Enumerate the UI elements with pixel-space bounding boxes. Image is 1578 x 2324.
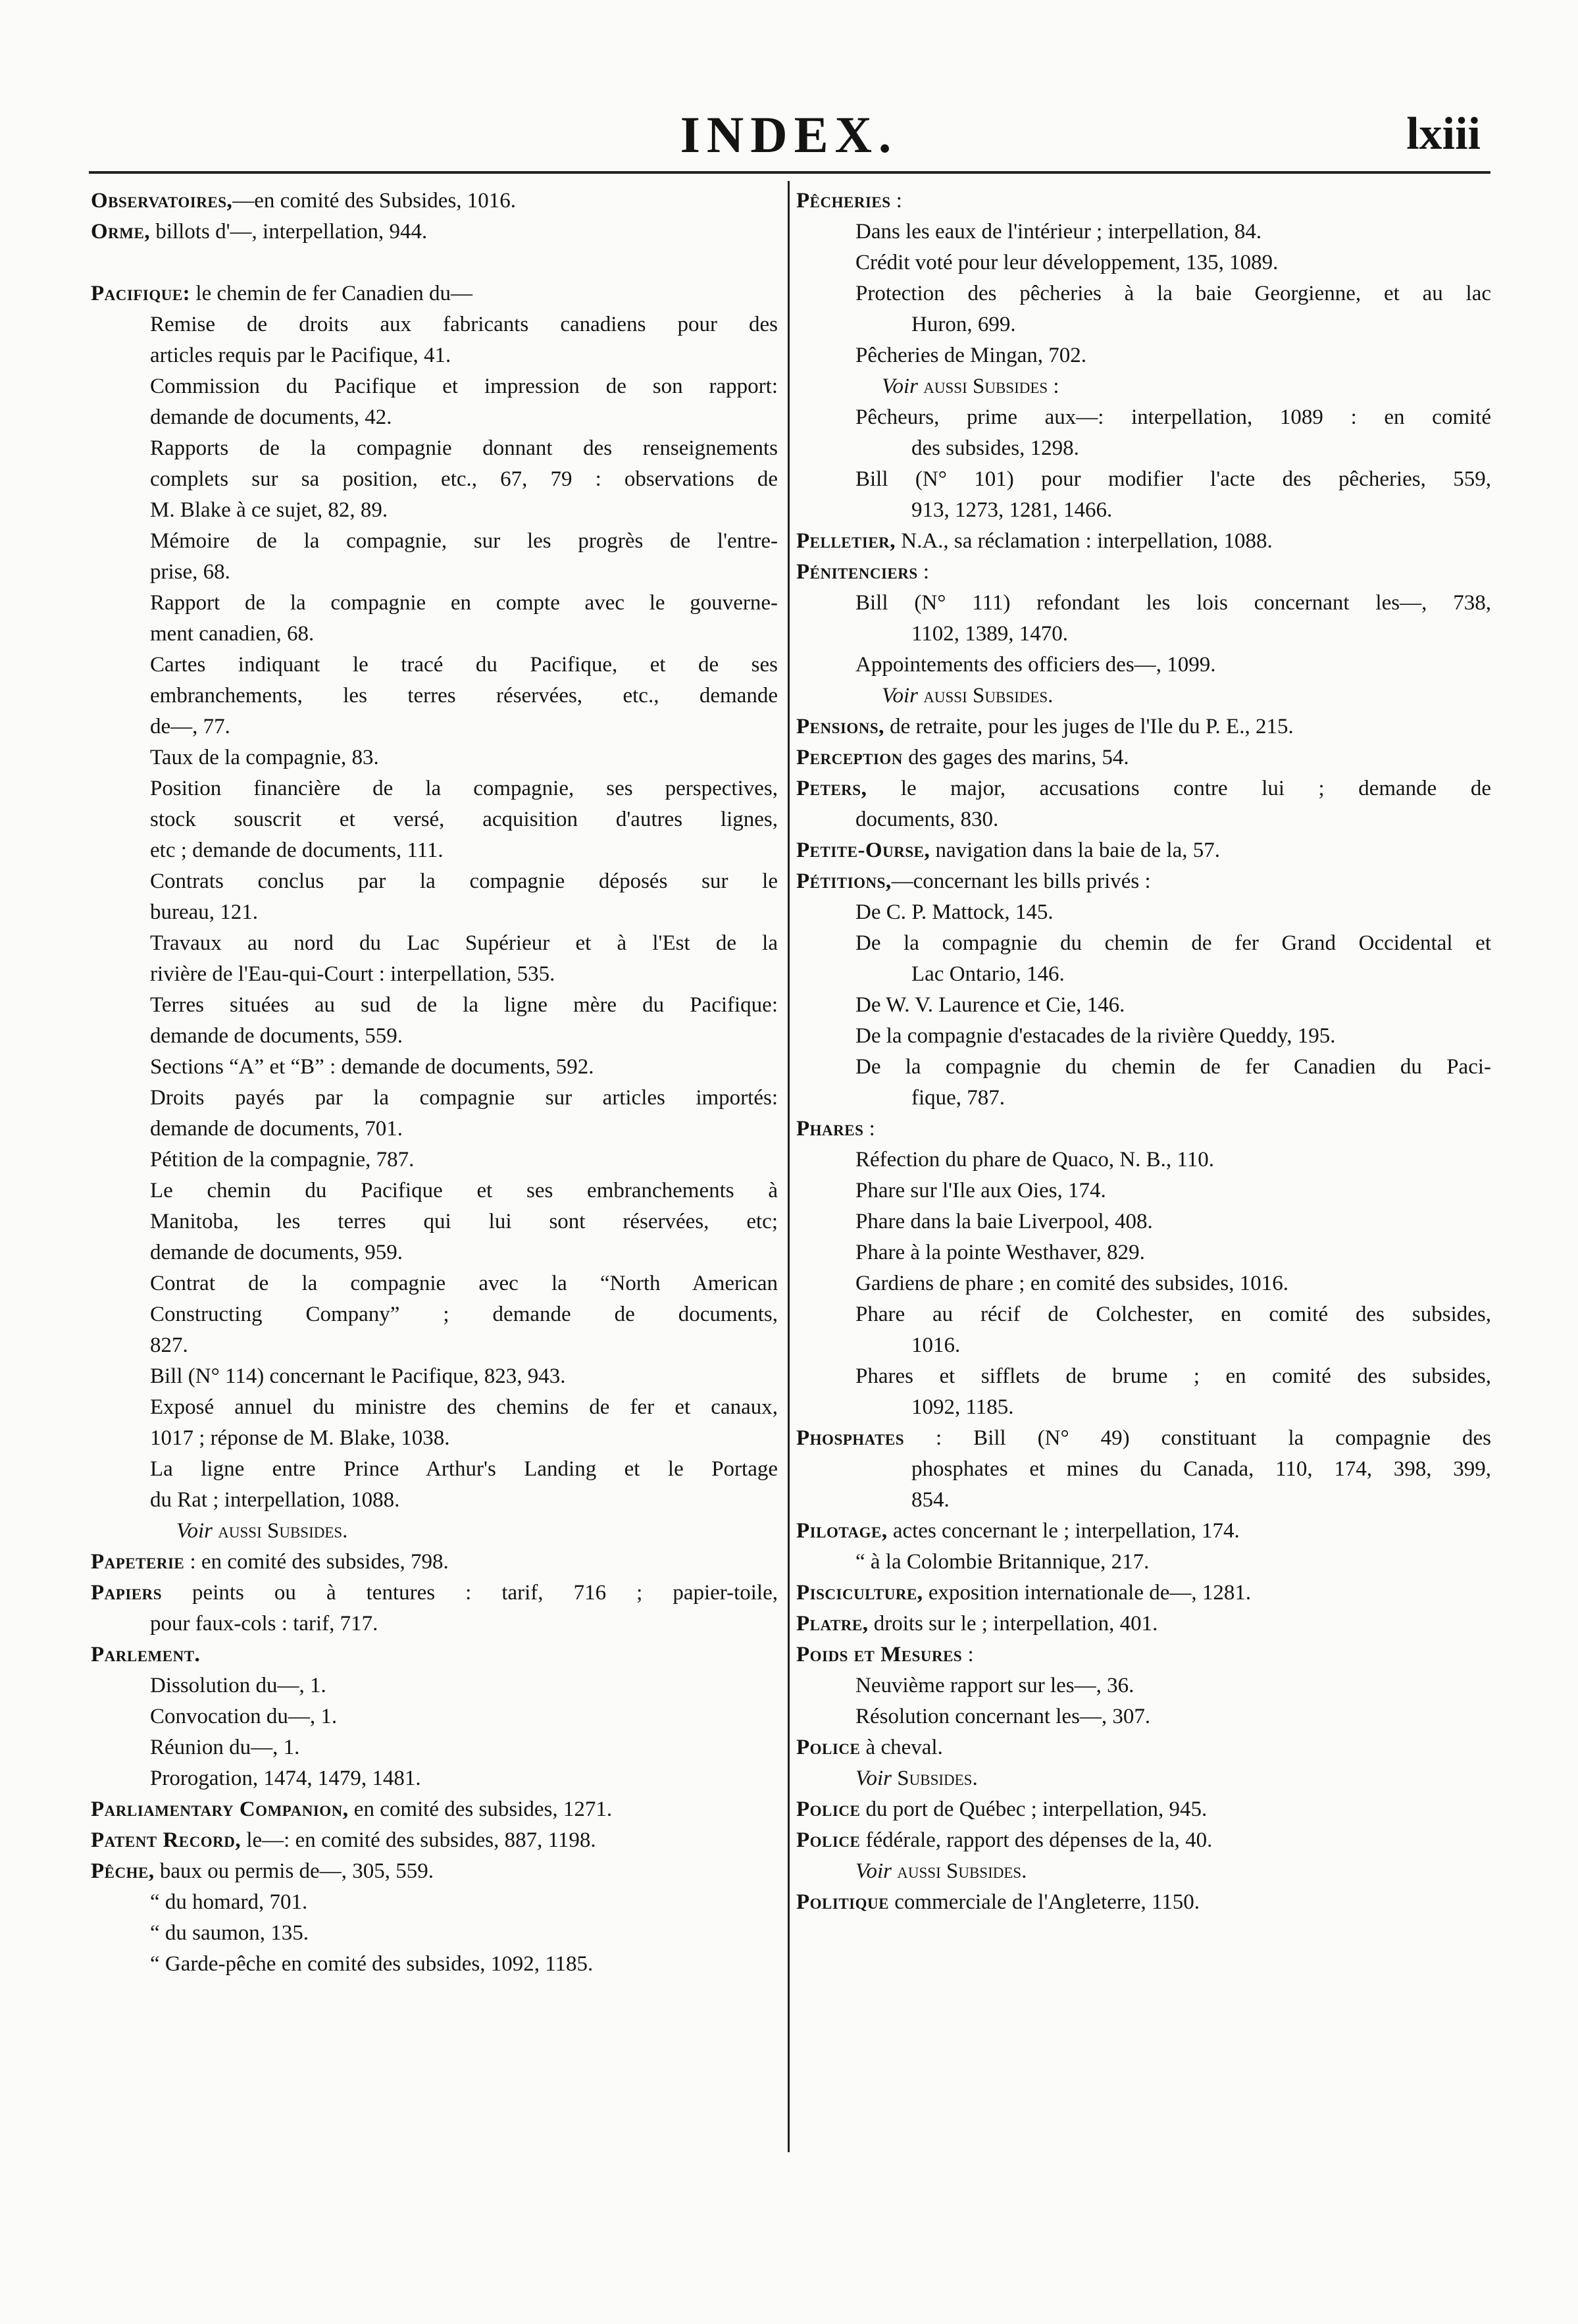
index-subentry — [796, 1454, 1491, 1485]
index-subentry — [91, 1175, 778, 1206]
index-subentry — [91, 1701, 778, 1732]
index-subentry — [91, 650, 778, 681]
index-subentry — [796, 1237, 1491, 1268]
entry-text: le major, accusations contre lui ; demande de — [867, 777, 1491, 800]
index-subentry — [796, 1175, 1491, 1206]
entry-text: Mémoire de la compagnie, sur les progrès de l'entre- — [150, 529, 778, 553]
index-entry — [91, 186, 778, 217]
index-subentry — [796, 1392, 1491, 1423]
index-entry — [91, 278, 778, 309]
index-subentry — [796, 1701, 1491, 1732]
entry-heading: Pêcheries — [796, 189, 891, 213]
entry-text: Contrats conclus par la compagnie déposés sur le — [150, 869, 778, 893]
entry-text: Neuvième rapport sur les—, 36. — [855, 1674, 1134, 1697]
entry-text: Sections “A” et “B” : demande de documents, 592. — [150, 1055, 594, 1079]
index-subentry — [796, 1547, 1491, 1578]
index-subentry — [796, 959, 1491, 990]
left-column — [91, 186, 778, 1980]
page-title: INDEX. — [680, 106, 898, 163]
entry-heading: Petite-Ourse, — [796, 839, 930, 862]
entry-text: —concernant les bills privés : — [891, 869, 1151, 893]
index-subentry — [796, 681, 1491, 711]
index-subentry — [796, 1763, 1491, 1794]
index-subentry — [796, 1299, 1491, 1330]
cross-reference: aussi Subsides. — [918, 684, 1054, 708]
entry-text: des subsides, 1298. — [911, 436, 1079, 460]
index-subentry — [796, 1856, 1491, 1887]
entry-text: Le chemin du Pacifique et ses embranchements à — [150, 1179, 778, 1202]
entry-text: des gages des marins, 54. — [902, 746, 1129, 769]
entry-text: 1092, 1185. — [911, 1395, 1014, 1419]
entry-text: Cartes indiquant le tracé du Pacifique, et de ses — [150, 653, 778, 677]
index-entry — [796, 711, 1491, 742]
index-subentry — [796, 402, 1491, 433]
index-subentry — [91, 371, 778, 402]
index-entry — [796, 186, 1491, 217]
index-subentry — [91, 557, 778, 588]
entry-text: 854. — [911, 1488, 950, 1512]
entry-heading: Police — [796, 1797, 861, 1821]
entry-text: Phare dans la baie Liverpool, 408. — [855, 1210, 1153, 1233]
entry-text: “ Garde-pêche en comité des subsides, 1092, 1185. — [150, 1952, 594, 1976]
entry-heading: Patent Record, — [91, 1828, 242, 1852]
index-subentry — [796, 1330, 1491, 1361]
entry-text: De la compagnie d'estacades de la rivière Queddy, 195. — [855, 1024, 1336, 1048]
entry-text: Commission du Pacifique et impression de son rapport: — [150, 374, 778, 398]
index-subentry — [91, 1423, 778, 1454]
index-entry — [91, 1794, 778, 1825]
entry-text: Huron, 699. — [911, 313, 1016, 336]
entry-heading: Poids et Mesures — [796, 1643, 963, 1666]
entry-text: Pêcheurs, prime aux—: interpellation, 1089 : en comité — [855, 405, 1491, 429]
entry-text: articles requis par le Pacifique, 41. — [150, 344, 451, 367]
entry-text: Pétition de la compagnie, 787. — [150, 1148, 415, 1172]
entry-heading: Pacifique: — [91, 282, 191, 305]
entry-text: Réfection du phare de Quaco, N. B., 110. — [855, 1148, 1214, 1172]
voir-label: Voir — [882, 684, 919, 708]
index-subentry — [91, 1887, 778, 1918]
entry-text: Bill (N° 111) refondant les lois concernant les—, 738, — [855, 591, 1491, 615]
index-subentry — [91, 681, 778, 711]
entry-text: navigation dans la baie de la, 57. — [930, 839, 1221, 862]
entry-text: 1017 ; réponse de M. Blake, 1038. — [150, 1426, 450, 1450]
entry-heading: Papeterie — [91, 1550, 185, 1574]
cross-reference: aussi Subsides. — [892, 1859, 1027, 1883]
index-subentry — [91, 1083, 778, 1114]
entry-heading: Pelletier, — [796, 529, 896, 553]
page-number: lxiii — [1406, 109, 1481, 159]
index-subentry — [91, 588, 778, 619]
entry-text: Gardiens de phare ; en comité des subsides, 1016. — [855, 1272, 1289, 1295]
entry-heading: Politique — [796, 1890, 889, 1914]
index-subentry — [91, 526, 778, 557]
page-header — [0, 99, 1578, 171]
entry-text: M. Blake à ce sujet, 82, 89. — [150, 498, 388, 522]
index-subentry — [91, 340, 778, 371]
entry-text: rivière de l'Eau-qui-Court : interpellation, 535. — [150, 962, 555, 986]
index-entry — [796, 835, 1491, 866]
index-subentry — [796, 340, 1491, 371]
entry-text: : — [917, 560, 930, 584]
index-entry — [796, 773, 1491, 804]
entry-text: La ligne entre Prince Arthur's Landing et le Portage — [150, 1457, 778, 1481]
entry-heading: Pénitenciers — [796, 560, 918, 584]
entry-text: Dissolution du—, 1. — [150, 1674, 326, 1697]
index-subentry — [796, 1485, 1491, 1516]
entry-text: Travaux au nord du Lac Supérieur et à l'Est de la — [150, 931, 778, 955]
entry-text: Lac Ontario, 146. — [911, 962, 1065, 986]
entry-text: Bill (N° 114) concernant le Pacifique, 823, 943. — [150, 1364, 566, 1388]
entry-text: 827. — [150, 1333, 188, 1357]
entry-heading: Pisciculture, — [796, 1581, 923, 1605]
entry-heading: Orme, — [91, 220, 151, 244]
entry-text: pour faux-cols : tarif, 717. — [150, 1612, 378, 1636]
entry-text: exposition internationale de—, 1281. — [923, 1581, 1252, 1605]
entry-text: Rapport de la compagnie en compte avec le gouverne- — [150, 591, 778, 615]
index-subentry — [91, 1237, 778, 1268]
index-entry — [91, 1640, 778, 1670]
column-divider — [788, 181, 790, 2152]
index-subentry — [796, 1361, 1491, 1392]
entry-text: 1102, 1389, 1470. — [911, 622, 1069, 646]
index-subentry — [91, 804, 778, 835]
index-subentry — [91, 309, 778, 340]
voir-label: Voir — [176, 1519, 213, 1543]
entry-text: “ du homard, 701. — [150, 1890, 308, 1914]
index-subentry — [91, 959, 778, 990]
entry-heading: Phosphates — [796, 1426, 905, 1450]
index-entry — [796, 742, 1491, 773]
entry-text: Taux de la compagnie, 83. — [150, 746, 379, 769]
entry-text: peints ou à tentures : tarif, 716 ; papier-toile, — [162, 1581, 778, 1605]
entry-text: demande de documents, 559. — [150, 1024, 403, 1048]
entry-text: Protection des pêcheries à la baie Georgienne, et au lac — [855, 282, 1491, 305]
entry-text: bureau, 121. — [150, 900, 259, 924]
entry-text: Constructing Company” ; demande de documents, — [150, 1303, 778, 1326]
index-entry — [796, 1423, 1491, 1454]
index-subentry — [796, 804, 1491, 835]
entry-heading: Phares — [796, 1117, 864, 1141]
index-subentry — [796, 1670, 1491, 1701]
index-subentry — [796, 650, 1491, 681]
entry-text: demande de documents, 959. — [150, 1241, 403, 1264]
entry-text: de—, 77. — [150, 715, 230, 738]
entry-text: “ à la Colombie Britannique, 217. — [855, 1550, 1150, 1574]
entry-heading: Peters, — [796, 777, 867, 800]
entry-text: Pêcheries de Mingan, 702. — [855, 344, 1086, 367]
index-subentry — [91, 1454, 778, 1485]
index-subentry — [796, 928, 1491, 959]
entry-text: Bill (N° 101) pour modifier l'acte des pêcheries, 559, — [855, 467, 1491, 491]
index-subentry — [91, 1392, 778, 1423]
entry-text: : — [863, 1117, 875, 1141]
entry-text: phosphates et mines du Canada, 110, 174, 398, 399, — [911, 1457, 1491, 1481]
entry-heading: Pêche, — [91, 1859, 155, 1883]
entry-heading: Police — [796, 1736, 861, 1759]
cross-reference: aussi Subsides : — [918, 374, 1059, 398]
entry-text: Phares et sifflets de brume ; en comité des subsides, — [855, 1364, 1491, 1388]
index-subentry — [91, 1918, 778, 1949]
index-subentry — [91, 402, 778, 433]
entry-text: du port de Québec ; interpellation, 945. — [860, 1797, 1208, 1821]
entry-text: Remise de droits aux fabricants canadiens pour des — [150, 313, 778, 336]
index-subentry — [91, 1732, 778, 1763]
entry-text: billots d'—, interpellation, 944. — [150, 220, 428, 244]
entry-text: Phare sur l'Ile aux Oies, 174. — [855, 1179, 1106, 1202]
index-subentry — [796, 371, 1491, 402]
index-subentry — [796, 433, 1491, 464]
entry-text: Terres situées au sud de la ligne mère du Pacifique: — [150, 993, 778, 1017]
index-subentry — [796, 247, 1491, 278]
entry-text: le—: en comité des subsides, 887, 1198. — [241, 1828, 596, 1852]
index-subentry — [91, 835, 778, 866]
voir-label: Voir — [855, 1859, 892, 1883]
entry-text: du Rat ; interpellation, 1088. — [150, 1488, 400, 1512]
index-subentry — [796, 990, 1491, 1021]
index-entry — [796, 557, 1491, 588]
entry-text: actes concernant le ; interpellation, 174. — [887, 1519, 1240, 1543]
index-subentry — [796, 1145, 1491, 1175]
header-rule — [89, 171, 1490, 174]
entry-text: le chemin de fer Canadien du— — [190, 282, 473, 305]
index-subentry — [796, 588, 1491, 619]
entry-text: Manitoba, les terres qui lui sont réservées, etc; — [150, 1210, 778, 1233]
entry-text: commerciale de l'Angleterre, 1150. — [888, 1890, 1200, 1914]
entry-text: : en comité des subsides, 798. — [184, 1550, 449, 1574]
index-subentry — [796, 1052, 1491, 1083]
index-entry — [91, 1825, 778, 1856]
index-entry — [91, 217, 778, 247]
index-entry — [91, 1578, 778, 1609]
entry-text: Phare à la pointe Westhaver, 829. — [855, 1241, 1145, 1264]
index-entry — [796, 1609, 1491, 1640]
entry-text: : — [962, 1643, 974, 1666]
entry-text: etc ; demande de documents, 111. — [150, 839, 444, 862]
index-subentry — [796, 1268, 1491, 1299]
entry-heading: Pétitions, — [796, 869, 892, 893]
entry-text: fédérale, rapport des dépenses de la, 40. — [860, 1828, 1213, 1852]
entry-text: prise, 68. — [150, 560, 230, 584]
index-subentry — [91, 866, 778, 897]
index-subentry — [796, 309, 1491, 340]
entry-text: 913, 1273, 1281, 1466. — [911, 498, 1113, 522]
index-subentry — [91, 1206, 778, 1237]
index-subentry — [796, 619, 1491, 650]
entry-text: Prorogation, 1474, 1479, 1481. — [150, 1767, 421, 1790]
index-entry — [796, 1516, 1491, 1547]
entry-heading: Pensions, — [796, 715, 884, 738]
index-subentry — [91, 1949, 778, 1980]
index-entry — [91, 1856, 778, 1887]
entry-text: De la compagnie du chemin de fer Grand Occidental et — [855, 931, 1491, 955]
index-subentry — [91, 1670, 778, 1701]
index-subentry — [796, 278, 1491, 309]
index-subentry — [91, 1021, 778, 1052]
entry-heading: Parlement. — [91, 1643, 201, 1666]
entry-text: Appointements des officiers des—, 1099. — [855, 653, 1216, 677]
index-subentry — [91, 619, 778, 650]
index-subentry — [91, 1485, 778, 1516]
entry-text: documents, 830. — [855, 808, 999, 831]
entry-text: Dans les eaux de l'intérieur ; interpellation, 84. — [855, 220, 1262, 244]
index-entry — [796, 1732, 1491, 1763]
entry-text: De la compagnie du chemin de fer Canadien du Paci- — [855, 1055, 1491, 1079]
index-subentry — [91, 897, 778, 928]
entry-text: —en comité des Subsides, 1016. — [232, 189, 517, 213]
entry-text: Crédit voté pour leur développement, 135, 1089. — [855, 251, 1279, 274]
cross-reference: aussi Subsides. — [213, 1519, 348, 1543]
entry-heading: Pilotage, — [796, 1519, 888, 1543]
index-subentry — [91, 1330, 778, 1361]
entry-text: Phare au récif de Colchester, en comité des subsides, — [855, 1303, 1491, 1326]
entry-text: à cheval. — [860, 1736, 943, 1759]
entry-heading: Perception — [796, 746, 903, 769]
index-subentry — [796, 1021, 1491, 1052]
index-entry — [796, 1578, 1491, 1609]
index-entry — [796, 866, 1491, 897]
entry-text: : Bill (N° 49) constituant la compagnie des — [904, 1426, 1491, 1450]
index-subentry — [91, 711, 778, 742]
index-subentry — [91, 928, 778, 959]
entry-heading: Parliamentary Companion, — [91, 1797, 349, 1821]
index-entry — [796, 1794, 1491, 1825]
index-subentry — [91, 1299, 778, 1330]
entry-text: Résolution concernant les—, 307. — [855, 1705, 1151, 1728]
index-subentry — [91, 773, 778, 804]
voir-label: Voir — [855, 1767, 892, 1790]
index-subentry — [91, 1145, 778, 1175]
index-entry — [796, 1825, 1491, 1856]
right-column — [796, 186, 1491, 1918]
entry-heading: Platre, — [796, 1612, 869, 1636]
voir-label: Voir — [882, 374, 919, 398]
index-subentry — [796, 897, 1491, 928]
entry-text: embranchements, les terres réservées, etc., demande — [150, 684, 778, 708]
cross-reference: Subsides. — [892, 1767, 978, 1790]
entry-text: stock souscrit et versé, acquisition d'autres lignes, — [150, 808, 778, 831]
entry-text: demande de documents, 42. — [150, 405, 392, 429]
entry-text: N.A., sa réclamation : interpellation, 1088. — [896, 529, 1273, 553]
entry-text: Position financière de la compagnie, ses perspectives, — [150, 777, 778, 800]
entry-text: : — [890, 189, 902, 213]
index-subentry — [91, 1763, 778, 1794]
entry-heading: Police — [796, 1828, 861, 1852]
entry-text: en comité des subsides, 1271. — [348, 1797, 613, 1821]
entry-text: De W. V. Laurence et Cie, 146. — [855, 993, 1125, 1017]
entry-text: complets sur sa position, etc., 67, 79 : observations de — [150, 467, 778, 491]
index-entry — [796, 1640, 1491, 1670]
index-subentry — [91, 742, 778, 773]
index-entry — [796, 1887, 1491, 1918]
index-subentry — [796, 464, 1491, 495]
index-subentry — [91, 1268, 778, 1299]
entry-text: Rapports de la compagnie donnant des renseignements — [150, 436, 778, 460]
index-subentry — [796, 1083, 1491, 1114]
index-subentry — [796, 217, 1491, 247]
entry-text: Exposé annuel du ministre des chemins de fer et canaux, — [150, 1395, 778, 1419]
index-subentry — [91, 1516, 778, 1547]
index-subentry — [796, 1206, 1491, 1237]
index-subentry — [91, 495, 778, 526]
entry-text: Convocation du—, 1. — [150, 1705, 338, 1728]
entry-text: 1016. — [911, 1333, 961, 1357]
entry-text: “ du saumon, 135. — [150, 1921, 309, 1945]
entry-heading: Papiers — [91, 1581, 163, 1605]
index-subentry — [91, 1114, 778, 1145]
index-entry — [796, 1114, 1491, 1145]
index-subentry — [91, 1052, 778, 1083]
index-entry — [91, 1547, 778, 1578]
entry-text: fique, 787. — [911, 1086, 1005, 1110]
entry-text: baux ou permis de—, 305, 559. — [154, 1859, 434, 1883]
entry-text: ment canadien, 68. — [150, 622, 315, 646]
entry-text: Droits payés par la compagnie sur articles importés: — [150, 1086, 778, 1110]
index-subentry — [91, 464, 778, 495]
entry-text: demande de documents, 701. — [150, 1117, 403, 1141]
entry-text: Réunion du—, 1. — [150, 1736, 300, 1759]
index-entry — [796, 526, 1491, 557]
entry-text: de retraite, pour les juges de l'Ile du P. E., 215. — [884, 715, 1294, 738]
index-subentry — [91, 1361, 778, 1392]
index-subentry — [91, 1609, 778, 1640]
index-subentry — [796, 495, 1491, 526]
entry-text: droits sur le ; interpellation, 401. — [868, 1612, 1158, 1636]
entry-text: De C. P. Mattock, 145. — [855, 900, 1054, 924]
entry-heading: Observatoires, — [91, 189, 233, 213]
index-subentry — [91, 433, 778, 464]
entry-text: Contrat de la compagnie avec la “North American — [150, 1272, 778, 1295]
index-subentry — [91, 990, 778, 1021]
